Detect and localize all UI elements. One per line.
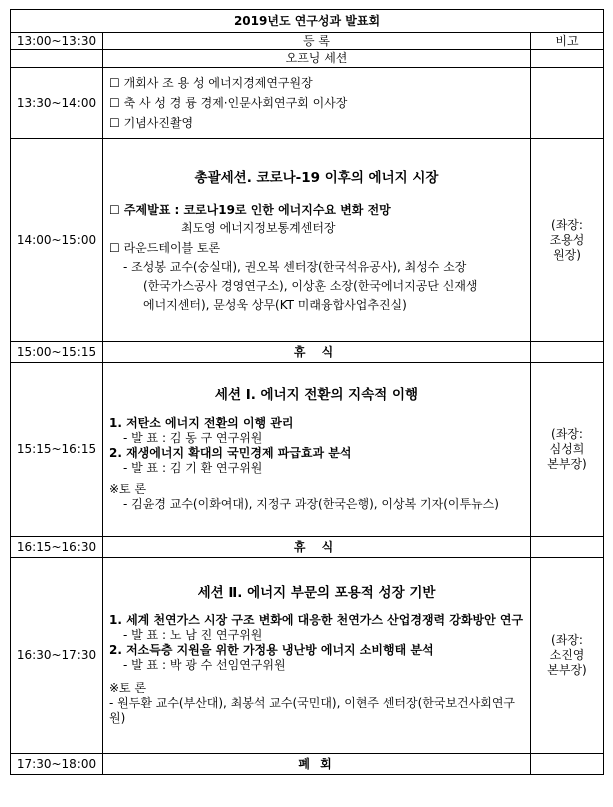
opening-items [103,68,531,139]
time-cell: 13:30~14:00 [11,68,103,139]
discussion-label: ※토 론 [109,481,147,496]
time-cell: 13:00~13:30 [11,33,103,50]
plenary-row [11,139,604,342]
discussants: - 원두환 교수(부산대), 최봉석 교수(국민대), 이현주 센터장(한국보건사회연구원) [109,696,516,726]
chair-note: (좌장: 심성희 본부장) [531,363,604,537]
registration-label: 등 록 [103,33,531,50]
time-cell: 15:15~16:15 [11,363,103,537]
opening-item: ☐ 기념사진촬영 [109,116,194,130]
opening-session-label: 오프닝 세션 [103,50,531,68]
time-cell: 14:00~15:00 [11,139,103,342]
break-row [11,537,604,558]
opening-row [11,68,604,139]
session1-content [103,363,531,537]
panel-line: 에너지센터), 문성욱 상무(KT 미래융합사업추진실) [143,297,407,312]
talk-title: 1. 저탄소 에너지 전환의 이행 관리 [109,415,294,430]
time-cell: 17:30~18:00 [11,754,103,775]
note-header: 비고 [531,33,604,50]
chair-note: (좌장: 조용성 원장) [531,139,604,342]
time-cell: 15:00~15:15 [11,342,103,363]
discussants: - 김윤경 교수(이화여대), 지정구 과장(한국은행), 이상복 기자(이투뉴스) [123,496,499,511]
session-title: 세션 Ⅰ. 에너지 전환의 지속적 이행 [214,387,419,404]
chair-note: (좌장: 소진영 본부장) [531,558,604,754]
panel-line: (한국가스공사 경영연구소), 이상훈 소장(한국에너지공단 신재생 [143,278,478,293]
talk-presenter: - 발 표 : 김 동 구 연구위원 [123,430,263,445]
keynote-presenter: 최도영 에너지정보통계센터장 [181,220,336,235]
session1-row [11,363,604,537]
roundtable-label: ☐ 라운드테이블 토론 [109,240,221,255]
talk-presenter: - 발 표 : 박 광 수 선임연구위원 [123,658,286,673]
session-title: 세션 Ⅱ. 에너지 부문의 포용적 성장 기반 [197,584,436,601]
talk-title: 2. 저소득층 지원을 위한 가정용 냉난방 에너지 소비행태 분석 [109,643,434,658]
registration-row [11,33,604,50]
session-title: 총괄세션. 코로나-19 이후의 에너지 시장 [194,170,439,187]
plenary-content [103,139,531,342]
session2-content [103,558,531,754]
session2-row [11,558,604,754]
opening-session-row [11,50,604,68]
page-title: 2019년도 연구성과 발표회 [11,10,604,33]
keynote-topic: ☐ 주제발표 : 코로나19로 인한 에너지수요 변화 전망 [109,202,391,217]
closing-label: 폐 회 [103,754,531,775]
talk-presenter: - 발 표 : 노 남 진 연구위원 [123,628,263,643]
opening-item: ☐ 개회사 조 용 성 에너지경제연구원장 [109,76,313,90]
discussion-label: ※토 론 [109,681,147,696]
title-row [11,10,604,33]
talk-title: 1. 세계 천연가스 시장 구조 변화에 대응한 천연가스 산업경쟁력 강화방안 연구 [109,613,524,628]
break-label: 휴 식 [103,342,531,363]
closing-row [11,754,604,775]
talk-presenter: - 발 표 : 김 기 환 연구위원 [123,460,263,475]
break-label: 휴 식 [103,537,531,558]
panel-line: - 조성봉 교수(숭실대), 권오복 센터장(한국석유공사), 최성수 소장 [123,259,467,274]
program-table [10,9,604,775]
time-cell: 16:15~16:30 [11,537,103,558]
talk-title: 2. 재생에너지 확대의 국민경제 파급효과 분석 [109,445,352,460]
break-row [11,342,604,363]
opening-item: ☐ 축 사 성 경 륭 경제·인문사회연구회 이사장 [109,96,348,110]
time-cell: 16:30~17:30 [11,558,103,754]
